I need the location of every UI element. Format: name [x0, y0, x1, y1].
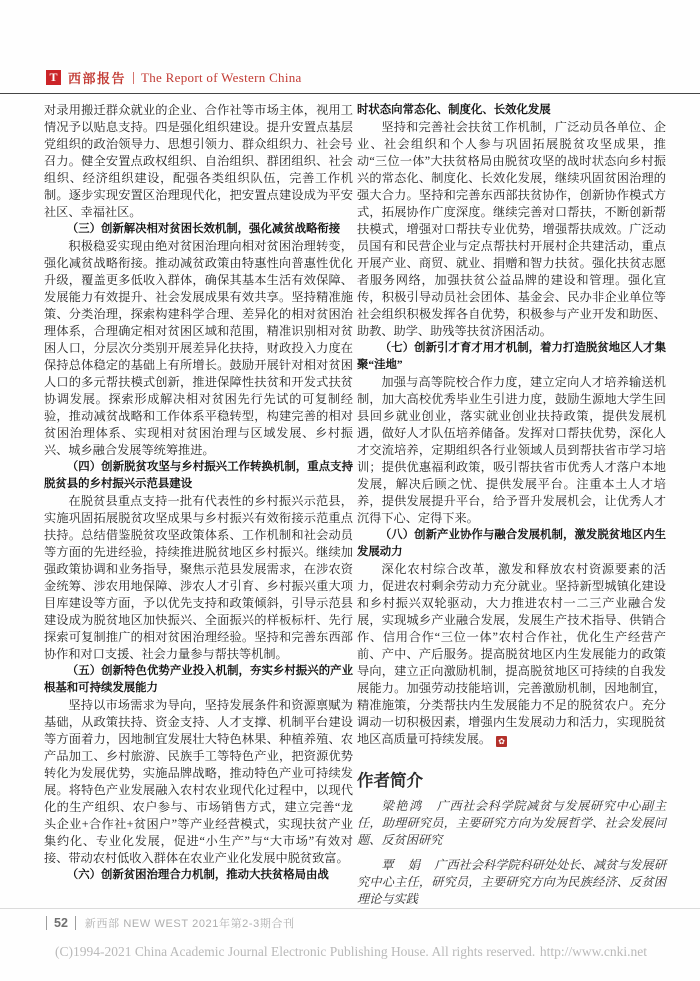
body-paragraph: 在脱贫县重点支持一批有代表性的乡村振兴示范县，实施巩固拓展脱贫攻坚成果与乡村振兴有效衔接示范重点扶持。总结借鉴脱贫攻坚政策体系、工作机制和社会动员等方面的先进经验，持续推进脱贫地区乡村振兴。继续加强政策协调和业务指导，聚焦示范县发展需求，在涉农资金统筹、涉农用地保障、涉农人才引育、乡村振兴重大项目库建设等方面，予以优先支持和政策倾斜，引导示范县建设成为脱贫地区加快振兴、全面振兴的样板标杆、先行探索可复制推广的相对贫困治理经验。坚持和完善东西部协作和对口支援、社会力量参与帮扶等机制。 [44, 494, 353, 661]
page-footer [46, 915, 295, 930]
author-bios [357, 798, 666, 908]
page-number: 52 [46, 916, 76, 930]
author-bio [357, 857, 666, 908]
journal-issue-label: 新西部 NEW WEST 2021年第2-3期合刊 [84, 917, 295, 930]
body-paragraph: 坚持以市场需求为导向，坚持发展条件和资源禀赋为基础，从政策扶持、资金支持、人才支撑、机制平台建设等方面着力，因地制宜发展壮大特色林果、种植养殖、农产品加工、乡村旅游、民族手工等特色产业，把资源优势转化为发展优势，实施品牌战略，推动特色产业可持续发展。将特色产业发展融入农村农业现代化过程中，以现代化的生产组织、农户参与、市场销售方式，建立完善“龙头企业+合作社+贫困户”等产业经营模式，实现扶贫产业集约化、专业化发展，促进“小生产”与“大市场”有效对接、带动农村低收入群体在农业产业化发展中脱贫致富。 [44, 698, 353, 865]
journal-logo-icon: T [46, 70, 61, 85]
body-paragraph: 深化农村综合改革，激发和释放农村资源要素的活力，促进农村剩余劳动力充分就业。坚持新型城镇化建设和乡村振兴双轮驱动，大力推进农村一二三产业融合发展，实现城乡产业融合发展，发展生产技术指导、供销合作、信用合作“三位一体”农村合作社，优化生产经营产前、产中、产后服务。提高脱贫地区内生发展能力的政策导向，建立正向激励机制，提高脱贫地区可持续的自我发展能力。加强劳动技能培训，完善激励机制，因地制宜，精准施策，分类帮扶内生发展能力不足的脱贫农户。充分调动一切积极因素，增强内生发展动力和活力，实现脱贫地区高质量可持续发展。 ✿ [357, 562, 666, 746]
text-column-right [357, 102, 666, 908]
body-paragraph: 对录用搬迁群众就业的企业、合作社等市场主体，视用工情况予以贴息支持。四是强化组织建设。提升安置点基层党组织的政治领导力、思想引领力、群众组织力、社会号召力。健全安置点政权组织、自治组织、群团组织、社会组织、经济组织建设，配强各类组织队伍，完善工作机制。逐步实现安置区治理现代化，把安置点建设成为平安社区、幸福社区。 [44, 103, 353, 219]
section-heading: 时状态向常态化、制度化、长效化发展 [357, 104, 551, 116]
author-bio-text: 广西社会科学院减贫与发展研究中心副主任，助理研究员，主要研究方向为发展哲学、社会发展问题、反贫困研究 [357, 799, 667, 847]
section-heading: （六）创新贫困治理合力机制，推动大扶贫格局由战 [66, 869, 329, 881]
section-heading: （五）创新特色优势产业投入机制，夯实乡村振兴的产业根基和可持续发展能力 [44, 665, 353, 694]
author-bio [357, 798, 666, 849]
text-column-left [44, 102, 353, 884]
section-heading: （八）创新产业协作与融合发展机制，激发脱贫地区内生发展动力 [357, 529, 666, 558]
section-heading: （三）创新解决相对贫困长效机制，强化减贫战略衔接 [66, 223, 341, 235]
footer-rule [0, 908, 700, 909]
article-end-icon: ✿ [496, 736, 507, 747]
header-title-en: The Report of Western China [141, 69, 302, 85]
section-heading: （四）创新脱贫攻坚与乡村振兴工作转换机制，重点支持脱贫县的乡村振兴示范县建设 [44, 461, 353, 490]
body-paragraph: 坚持和完善社会扶贫工作机制，广泛动员各单位、企业、社会组织和个人参与巩固拓展脱贫攻坚成果，推动“三位一体”大扶贫格局由脱贫攻坚的战时状态向乡村振兴的常态化、制度化、长效化发展，继续巩固贫困治理的强大合力。坚持和完善东西部扶贫协作，创新协作模式方式，拓展协作广度深度。继续完善对口帮扶，不断创新帮扶模式，增强对口帮扶专业优势，增强帮扶成效。广泛动员国有和民营企业与定点帮扶村开展村企共建活动，重点开展产业、商贸、就业、捐赠和智力扶贫。强化扶贫志愿者服务网络，加强扶贫公益品牌的建设和管理。强化宣传，积极引导动员社会团体、基金会、民办非企业单位等社会组织积极发挥各自优势，积极参与产业开发和助医、助教、助学、助残等扶贫济困活动。 [357, 120, 666, 338]
header-divider [133, 72, 134, 84]
copyright-line [55, 944, 647, 960]
cnki-url: http://www.cnki.net [539, 944, 647, 959]
page-header [46, 69, 302, 86]
header-title-cn: 西部报告 [68, 71, 127, 86]
body-paragraph: 加强与高等院校合作力度，建立定向人才培养输送机制，加大高校优秀毕业生引进力度，鼓励生源地大学生回县回乡就业创业，落实就业创业扶持政策，提供发展机遇，做好人才队伍培养储备。发挥对口帮扶优势，深化人才交流培养，定期组织各行业领域人员到帮扶省市学习培训；提供优惠福利政策，吸引帮扶省市优秀人才落户本地发展，解决后顾之忧、提供发展平台。注重本土人才培养，提供发展提升平台，给予晋升发展机会，让优秀人才沉得下心、定得下来。 [357, 375, 666, 525]
copyright-text: (C)1994-2021 China Academic Journal Electronic Publishing House. All rights reserved. [55, 944, 536, 959]
author-name: 梁艳鸿 [381, 799, 437, 813]
right-column-blocks [357, 102, 666, 748]
body-paragraph: 积极稳妥实现由绝对贫困治理向相对贫困治理转变，强化减贫战略衔接。推动减贫政策由特惠性向普惠性优化升级，覆盖更多低收入群体，确保其基本生活有效保障、发展能力有效提升、社会发展成果有效共享。坚持精准施策、分类治理，探索构建科学合理、差异化的相对贫困治理体系，合理确定相对贫困区域和范围，精准识别相对贫困人口，分层次分类别开展差异化扶持，财政投入力度在保持总体稳定的基础上有所增长。鼓励开展针对相对贫困人口的多元帮扶模式创新，推进保障性扶贫和开发式扶贫协调发展。探索形成解决相对贫困先行先试的可复制经验，推动减贫战略和工作体系平稳转型，构建完善的相对贫困治理体系、实现相对贫困治理与区域发展、乡村振兴、城乡融合发展等统筹推进。 [44, 239, 353, 457]
section-heading: （七）创新引才育才用才机制，着力打造脱贫地区人才集聚“洼地” [357, 342, 666, 371]
author-section-title: 作者简介 [357, 772, 423, 790]
author-bio-text: 广西社会科学院科研处处长、减贫与发展研究中心主任，研究员，主要研究方向为民族经济、反贫困理论与实践 [357, 858, 667, 906]
author-name: 覃 娟 [381, 858, 435, 872]
header-rule [0, 93, 700, 94]
